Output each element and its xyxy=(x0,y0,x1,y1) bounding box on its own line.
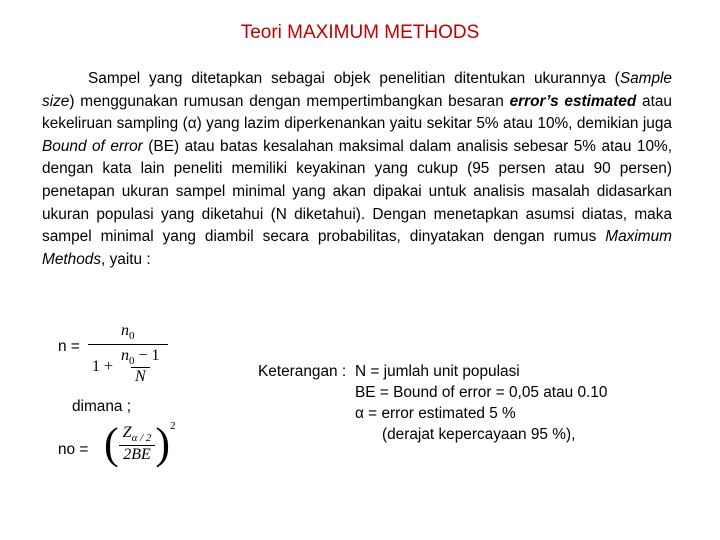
alpha-symbol: α xyxy=(187,115,197,133)
para-text: atau kekeliruan sampling ( xyxy=(42,92,672,133)
keterangan-line-2: BE = Bound of error = 0,05 atau 0.10 xyxy=(355,384,608,401)
para-italic: Bound of error xyxy=(42,137,143,155)
body-paragraph xyxy=(42,68,672,271)
right-paren: ) xyxy=(155,419,171,468)
numerator: $n_0$ xyxy=(121,322,135,343)
no-formula xyxy=(104,419,176,468)
main-fraction xyxy=(88,322,168,386)
keterangan-label: Keterangan : xyxy=(258,363,347,380)
z-fraction: $\frac{Z_{\alpha / 2}}{2BE}$ xyxy=(119,424,156,463)
para-italic: Maximum Methods xyxy=(42,228,672,268)
exponent: 2 xyxy=(170,420,176,432)
para-text: Sampel yang ditetapkan sebagai objek penelitian ditentukan ukurannya ( xyxy=(88,70,620,87)
keterangan-line-3: α = error estimated 5 % xyxy=(355,405,516,422)
para-italic: Sample size xyxy=(42,70,672,110)
n-formula xyxy=(88,322,168,386)
no-label: no = xyxy=(58,441,89,458)
dimana-label: dimana ; xyxy=(72,398,132,415)
n-label: n = xyxy=(58,338,80,355)
keterangan-line-1: N = jumlah unit populasi xyxy=(355,363,520,380)
para-text: , yaitu : xyxy=(101,250,151,268)
para-bold-italic: error’s estimated xyxy=(509,92,637,110)
para-text: ) yang lazim diperkenankan yaitu sekitar 5% atau 10%, demikian juga xyxy=(196,115,672,133)
para-text: (BE) atau batas kesalahan maksimal dalam analisis sebesar 5% atau 10%, dengan kata lain peneliti memiliki keyakinan yang cukup (95 persen atau 90 persen) penetapan ukuran sampel minimal yang akan dipakai untuk analisis masalah didasarkan ukuran populasi yang diketahui (N diketahui). Dengan menetapkan asumsi diatas, maka sampel minimal yang diambil secara probabilitas, dinyatakan dengan rumus xyxy=(42,137,672,246)
inner-fraction: $\frac{n_0 - 1}{N}$ xyxy=(121,347,160,386)
denominator: 1 + $\frac{n_0 - 1}{N}$ xyxy=(88,344,168,386)
page-title: Teori MAXIMUM METHODS xyxy=(240,22,480,43)
keterangan-line-4: (derajat kepercayaan 95 %), xyxy=(382,426,576,443)
para-text: ) menggunakan rumusan dengan mempertimbangkan besaran xyxy=(69,92,510,110)
left-paren: ( xyxy=(104,419,119,468)
